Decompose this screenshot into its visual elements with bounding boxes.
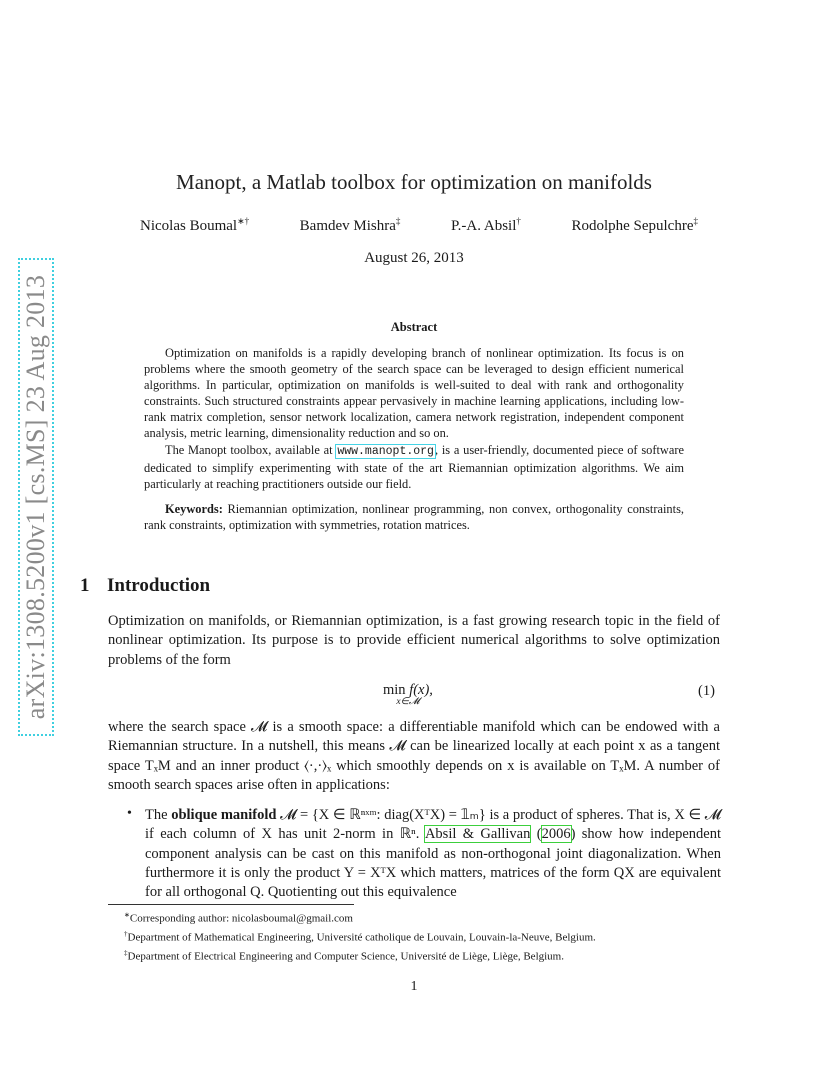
author: P.-A. Absil† (450, 216, 521, 234)
author: Bamdev Mishra‡ (299, 216, 401, 234)
equation-body (383, 682, 433, 707)
equation-operator: min (383, 682, 406, 698)
author: Rodolphe Sepulchre‡ (571, 216, 698, 234)
author: Nicolas Boumal∗† (140, 216, 250, 234)
abstract-paragraph: The Manopt toolbox, available at www.manopt.org, is a user-friendly, documented piece of software dedicated to simplify experimenting with state of the art Riemannian optimization algorithms. We aim particularly at reaching practitioners outside our field. (144, 442, 684, 491)
footnote: ‡Department of Electrical Engineering and Computer Science, Université de Liège, Liège, Belgium. (124, 949, 564, 963)
author-affiliation-mark: ∗† (237, 216, 250, 226)
intro-paragraph: Optimization on manifolds, or Riemannian optimization, is a fast growing research topic in the field of nonlinear optimization. Its purpose is to provide efficient numerical algorithms to solve optimization problems of the form (108, 613, 720, 668)
author-affiliation-mark: † (516, 216, 521, 226)
arxiv-identifier-text: arXiv:1308.5200v1 [cs.MS] 23 Aug 2013 (21, 274, 51, 720)
keywords: Keywords: Riemannian optimization, nonlinear programming, non convex, orthogonality constraints, rank constraints, optimization with symmetries, rotation matrices. (144, 501, 684, 532)
manopt-website-link[interactable]: www.manopt.org (337, 444, 434, 458)
paper-title: Manopt, a Matlab toolbox for optimization on manifolds (176, 170, 652, 194)
abstract-paragraph: Optimization on manifolds is a rapidly developing branch of nonlinear optimization. Its focus is on problems where the smooth geometry of the search space can be leveraged to design efficient numerical algorithms. In particular, optimization on manifolds is well-suited to deal with rank and orthogonality constraints. Such structured constraints appear pervasively in machine learning applications, including low-rank matrix completion, sensor network localization, camera network registration, independent component analysis, metric learning, dimensionality reduction and so on. (144, 346, 684, 441)
footnote-divider (108, 904, 354, 905)
section-title: Introduction (107, 575, 211, 596)
section-heading (80, 575, 210, 597)
footnote: ∗Corresponding author: nicolasboumal@gmail.com (124, 911, 353, 925)
citation-year-link[interactable]: 2006 (541, 826, 571, 843)
page-number: 1 (410, 979, 418, 994)
keywords-label: Keywords: (165, 501, 223, 516)
citation-link[interactable]: Absil & Gallivan (424, 826, 531, 843)
author-affiliation-mark: ‡ (693, 216, 698, 226)
section-number: 1 (80, 575, 90, 596)
equation-number: (1) (698, 683, 715, 699)
equation-subscript: x∈𝓜 (396, 697, 420, 707)
author-list (140, 216, 698, 235)
intro-paragraph: where the search space 𝓜 is a smooth space: a differentiable manifold which can be endowed with a Riemannian structure. In a nutshell, this means 𝓜 can be linearized locally at each point x as a tangent space TₓM and an inner product ⟨·,·⟩ₓ which smoothly depends on x is available on TₓM. A number of smooth search spaces arise often in applications: (108, 719, 720, 793)
footnote: †Department of Mathematical Engineering, Université catholique de Louvain, Louvain-la-Neuve, Belgium. (124, 930, 596, 944)
abstract-body (144, 345, 684, 533)
footnotes (124, 908, 724, 965)
term-oblique-manifold: oblique manifold (171, 807, 277, 823)
author-affiliation-mark: ‡ (395, 216, 401, 226)
bullet-icon: • (127, 806, 132, 821)
paper-date: August 26, 2013 (364, 250, 464, 266)
equation-1 (0, 682, 828, 712)
list-item: • The oblique manifold 𝓜 = {X ∈ ℝⁿˣᵐ: diag(XᵀX) = 𝟙ₘ} is a product of spheres. That is, X ∈ 𝓜 if each column of X has unit 2-norm in ℝⁿ. Absil & Gallivan (2006) show how independent component analysis can be cast on this manifold as non-orthogonal joint diagonalization. When furthermore it is only the product Y = XᵀX which matters, matrices of the form QX are equivalent for all orthogonal Q. Quotienting out this equivalence (127, 806, 722, 901)
equation-expression: f(x), (409, 682, 433, 698)
abstract-heading: Abstract (390, 320, 438, 334)
